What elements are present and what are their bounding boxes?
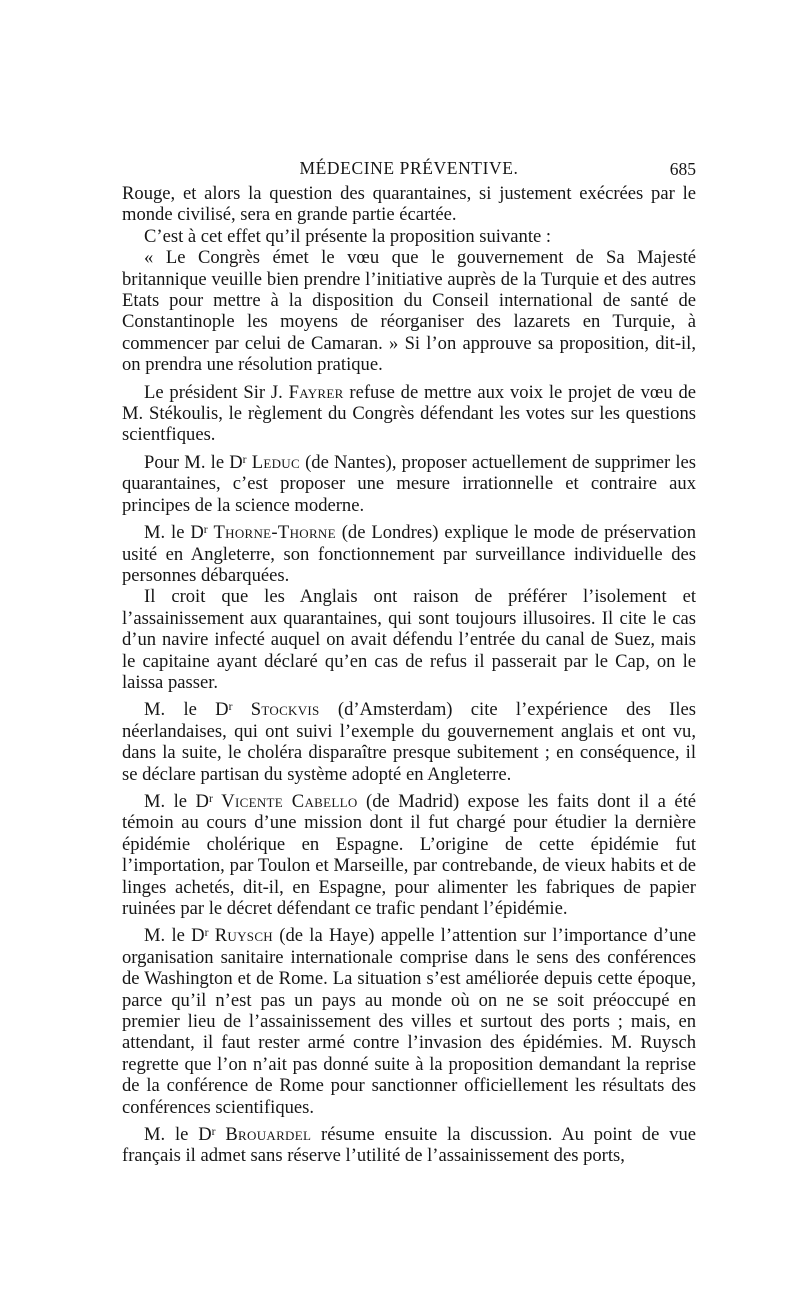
text-run: C’est à cet effet qu’il présente la proposition suivante : [144, 225, 552, 247]
paragraph [122, 925, 696, 1118]
paragraph [122, 226, 696, 247]
paragraph [122, 1124, 696, 1167]
text-run: « Le Congrès émet le vœu que le gouvernement de Sa Majesté britannique veuille bien prendre l’initiative auprès de la Turquie et des autres Etats pour mettre à la disposition du Conseil international de santé de Constantinople les moyens de réorganiser des lazarets en Turquie, à commencer par celui de Camaran. » Si l’on approuve sa proposition, dit-il, on prendra une résolution pratique. [122, 247, 696, 376]
paragraph [122, 522, 696, 586]
running-head [122, 156, 696, 180]
person-name: Ruysch [214, 925, 273, 947]
body-text [122, 183, 696, 1167]
paragraph [122, 247, 696, 375]
text-run [213, 791, 221, 812]
text-run: Il croit que les Anglais ont raison de préférer l’isolement et l’assainissement aux quarantaines, qui sont toujours illusoires. Il cite le cas d’un navire infecté auquel on avait défendu l’entrée du canal de Suez, mais le capitaine ayant déclaré qu’en cas de refus il passerait par le Cap, on le laissa passer. [122, 586, 696, 693]
paragraph [122, 452, 696, 516]
superscript: r [211, 1125, 216, 1138]
text-run: Pour M. le D [144, 451, 243, 473]
person-name: Leduc [251, 451, 300, 473]
paragraph [122, 791, 696, 919]
person-name: Fayrer [288, 381, 344, 403]
person-name: Stockvis [250, 699, 320, 721]
text-run: M. le D [144, 522, 204, 544]
text-run: M. le D [144, 1124, 212, 1146]
superscript: r [204, 927, 209, 940]
paragraph [122, 586, 696, 693]
paragraph [122, 699, 696, 785]
text-run: M. le D [144, 925, 205, 947]
text-run: Le président Sir J. [144, 381, 289, 403]
superscript: r [208, 792, 213, 805]
text-run: (de Londres) explique le mode de préservation usité en Angleterre, son fonctionnement par surveillance individuelle des personnes débarquées. [122, 522, 696, 586]
text-run [232, 699, 250, 720]
text-run: (de Madrid) expose les faits dont il a été témoin au cours d’une mission dont il fut chargé pour étudier la dernière épidémie cholérique en Espagne. L’origine de cette épidémie fut l’importation, par Toulon et Marseille, par contrebande, de vieux habits et de linges achetés, dit-il, en Espagne, pour alimenter les fabriques de papier ruinées par le décret défendant ce trafic pendant l’épidémie. [122, 790, 696, 919]
text-run: (d’Amsterdam) cite l’expérience des Iles néerlandaises, qui ont suivi l’exemple du gouvernement anglais et ont vu, dans la suite, le choléra disparaître presque subitement ; en conséquence, il se déclare partisan du système adopté en Angleterre. [122, 699, 696, 785]
superscript: r [242, 453, 247, 466]
paragraph [122, 183, 696, 226]
text-run: M. le D [144, 790, 209, 812]
text-run: résume ensuite la discussion. Au point de vue français il admet sans réserve l’utilité de l’assainissement des ports, [122, 1124, 696, 1167]
text-run: (de Nantes), proposer actuellement de supprimer les quarantaines, c’est proposer une mesure irrationnelle et contraire aux principes de la science moderne. [122, 451, 696, 516]
text-run: Rouge, et alors la question des quarantaines, si justement exécrées par le monde civilisé, sera en grande partie écartée. [122, 183, 696, 226]
page-number: 685 [669, 159, 696, 179]
text-run [216, 1124, 226, 1145]
person-name: Thorne-Thorne [213, 522, 336, 544]
running-title: MÉDECINE PRÉVENTIVE. [299, 158, 519, 178]
superscript: r [228, 701, 233, 714]
person-name: Brouardel [225, 1124, 312, 1146]
text-run: M. le D [144, 699, 229, 721]
person-name: Vicente Cabello [221, 790, 358, 812]
superscript: r [203, 523, 208, 536]
paragraph [122, 382, 696, 446]
text-run: refuse de mettre aux voix le projet de vœu de M. Stékoulis, le règlement du Congrès défendant les votes sur les questions scientfiques. [122, 381, 696, 446]
text-run: (de la Haye) appelle l’attention sur l’importance d’une organisation sanitaire internationale comprise dans le sens des conférences de Washington et de Rome. La situation s’est améliorée depuis cette époque, parce qu’il n’est pas un pays au monde où on ne se soit préoccupé en premier lieu de l’assainissement des villes et surtout des ports ; mais, en attendant, il faut rester armé contre l’invasion des épidémies. M. Ruysch regrette que l’on n’ait pas donné suite à la proposition demandant la reprise de la conférence de Rome pour sanctionner officiellement les résultats des conférences scientifiques. [122, 925, 696, 1118]
